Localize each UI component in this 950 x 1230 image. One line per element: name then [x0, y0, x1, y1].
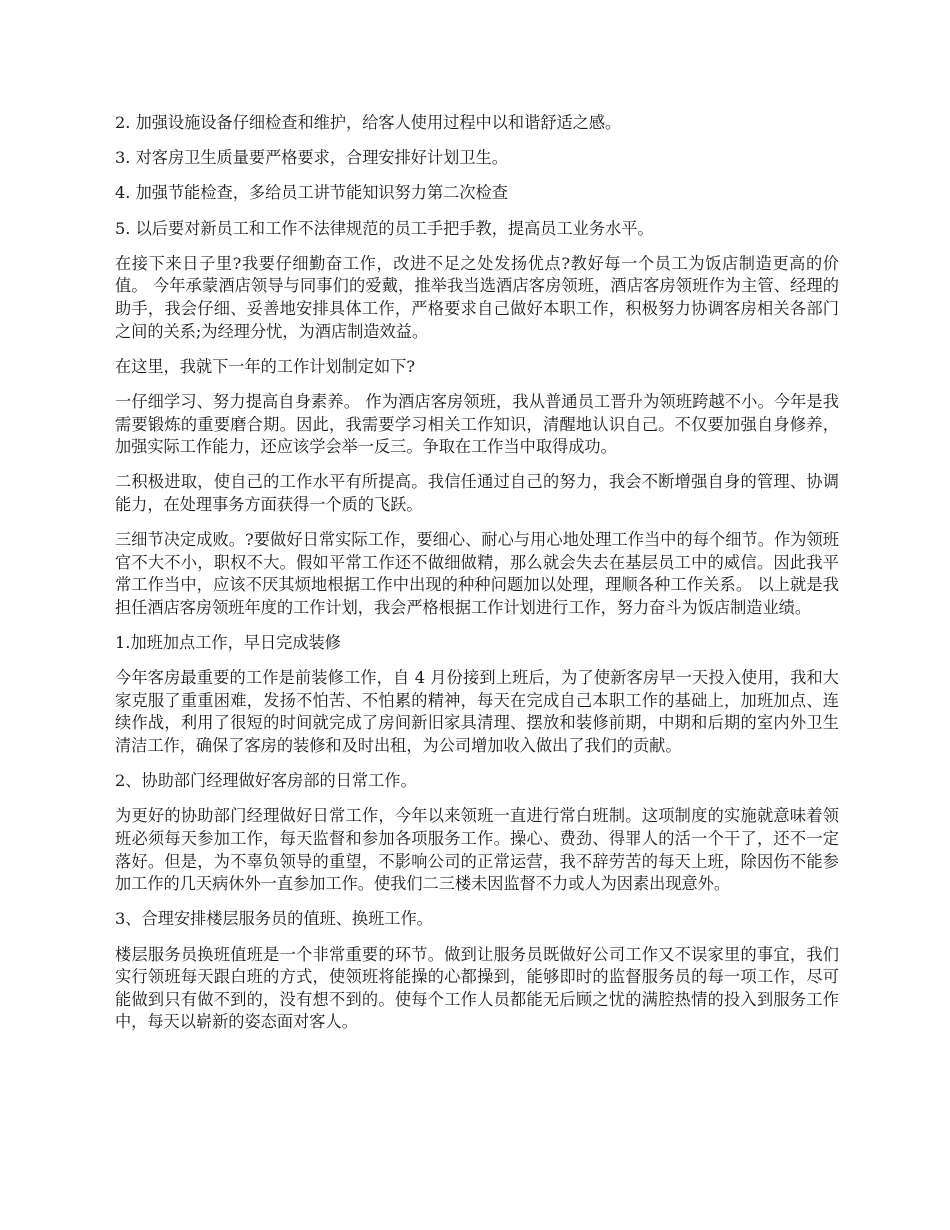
paragraph-daily-work: 为更好的协助部门经理做好日常工作，今年以来领班一直进行常白班制。这项制度的实施就意味着领班必须每天参加工作，每天监督和参加各项服务工作。操心、费劲、得罪人的活一个干了，还不一定落好。但是，为不辜负领导的重望，不影响公司的正常运营，我不辞劳苦的每天上班，除因伤不能参加工作的几天病休外一直参加工作。使我们二三楼未因监督不力或人为因素出现意外。: [115, 806, 839, 894]
paragraph-renovation: 今年客房最重要的工作是前装修工作，自 4 月份接到上班后，为了使新客房早一天投入使用，我和大家克服了重重困难，发扬不怕苦、不怕累的精神，每天在完成自己本职工作的基础上，加班加点、连续作战，利用了很短的时间就完成了房间新旧家具清理、摆放和装修前期，中期和后期的室内外卫生清洁工作，确保了客房的装修和及时出租，为公司增加收入做出了我们的贡献。: [115, 668, 839, 755]
section-heading-2: 2、协助部门经理做好客房部的日常工作。: [115, 771, 417, 791]
paragraph-plan-three: 三细节决定成败。?要做好日常实际工作，要细心、耐心与用心地处理工作当中的每个细节。作为领班官不大不小，职权不大。假如平常工作还不做细做精，那么就会失去在基层员工中的威信。因此我平常工作当中，应该不厌其烦地根据工作中出现的种种问题加以处理，理顺各种工作关系。 以上就是我担任酒店客房领班年度的工作计划，我会严格根据工作计划进行工作，努力奋斗为饭店制造业绩。: [115, 530, 839, 617]
document-body: [115, 112, 839, 1047]
paragraph-plan-one: 一仔细学习、努力提高自身素养。 作为酒店客房领班，我从普通员工晋升为领班跨越不小。今年是我需要锻炼的重要磨合期。因此，我需要学习相关工作知识，清醒地认识自己。不仅要加强自身修养，加强实际工作能力，还应该学会举一反三。争取在工作当中取得成功。: [115, 391, 839, 457]
paragraph-item-3: 3. 对客房卫生质量要严格要求，合理安排好计划卫生。: [115, 148, 508, 168]
paragraph-shift-arrangement: 楼层服务员换班值班是一个非常重要的环节。做到让服务员既做好公司工作又不误家里的事宜，我们实行领班每天跟白班的方式，使领班将能操的心都操到，能够即时的监督服务员的每一项工作，尽可能做到只有做不到的，没有想不到的。使每个工作人员都能无后顾之忧的满腔热情的投入到服务工作中，每天以崭新的姿态面对客人。: [115, 944, 839, 1032]
paragraph-plan-two: 二积极进取，使自己的工作水平有所提高。我信任通过自己的努力，我会不断增强自身的管理、协调能力，在处理事务方面获得一个质的飞跃。: [115, 472, 839, 514]
paragraph-item-5: 5. 以后要对新员工和工作不法律规范的员工手把手教，提高员工业务水平。: [115, 218, 654, 238]
paragraph-item-4: 4. 加强节能检查，多给员工讲节能知识努力第二次检查: [115, 183, 508, 203]
paragraph-plan-intro: 在这里，我就下一年的工作计划制定如下?: [115, 356, 416, 376]
section-heading-3: 3、合理安排楼层服务员的值班、换班工作。: [115, 909, 433, 929]
paragraph-outlook: 在接下来日子里?我要仔细勤奋工作，改进不足之处发扬优点?教好每一个员工为饭店制造更高的价值。 今年承蒙酒店领导与同事们的爱戴，推举我当选酒店客房领班，酒店客房领班作为主管、经理的助手，我会仔细、妥善地安排具体工作，严格要求自己做好本职工作，积极努力协调客房相关各部门之间的关系;为经理分忧，为酒店制造效益。: [115, 253, 839, 341]
paragraph-item-2: 2. 加强设施设备仔细检查和维护，给客人使用过程中以和谐舒适之感。: [115, 113, 622, 132]
section-heading-1: 1.加班加点工作，早日完成装修: [115, 633, 341, 653]
